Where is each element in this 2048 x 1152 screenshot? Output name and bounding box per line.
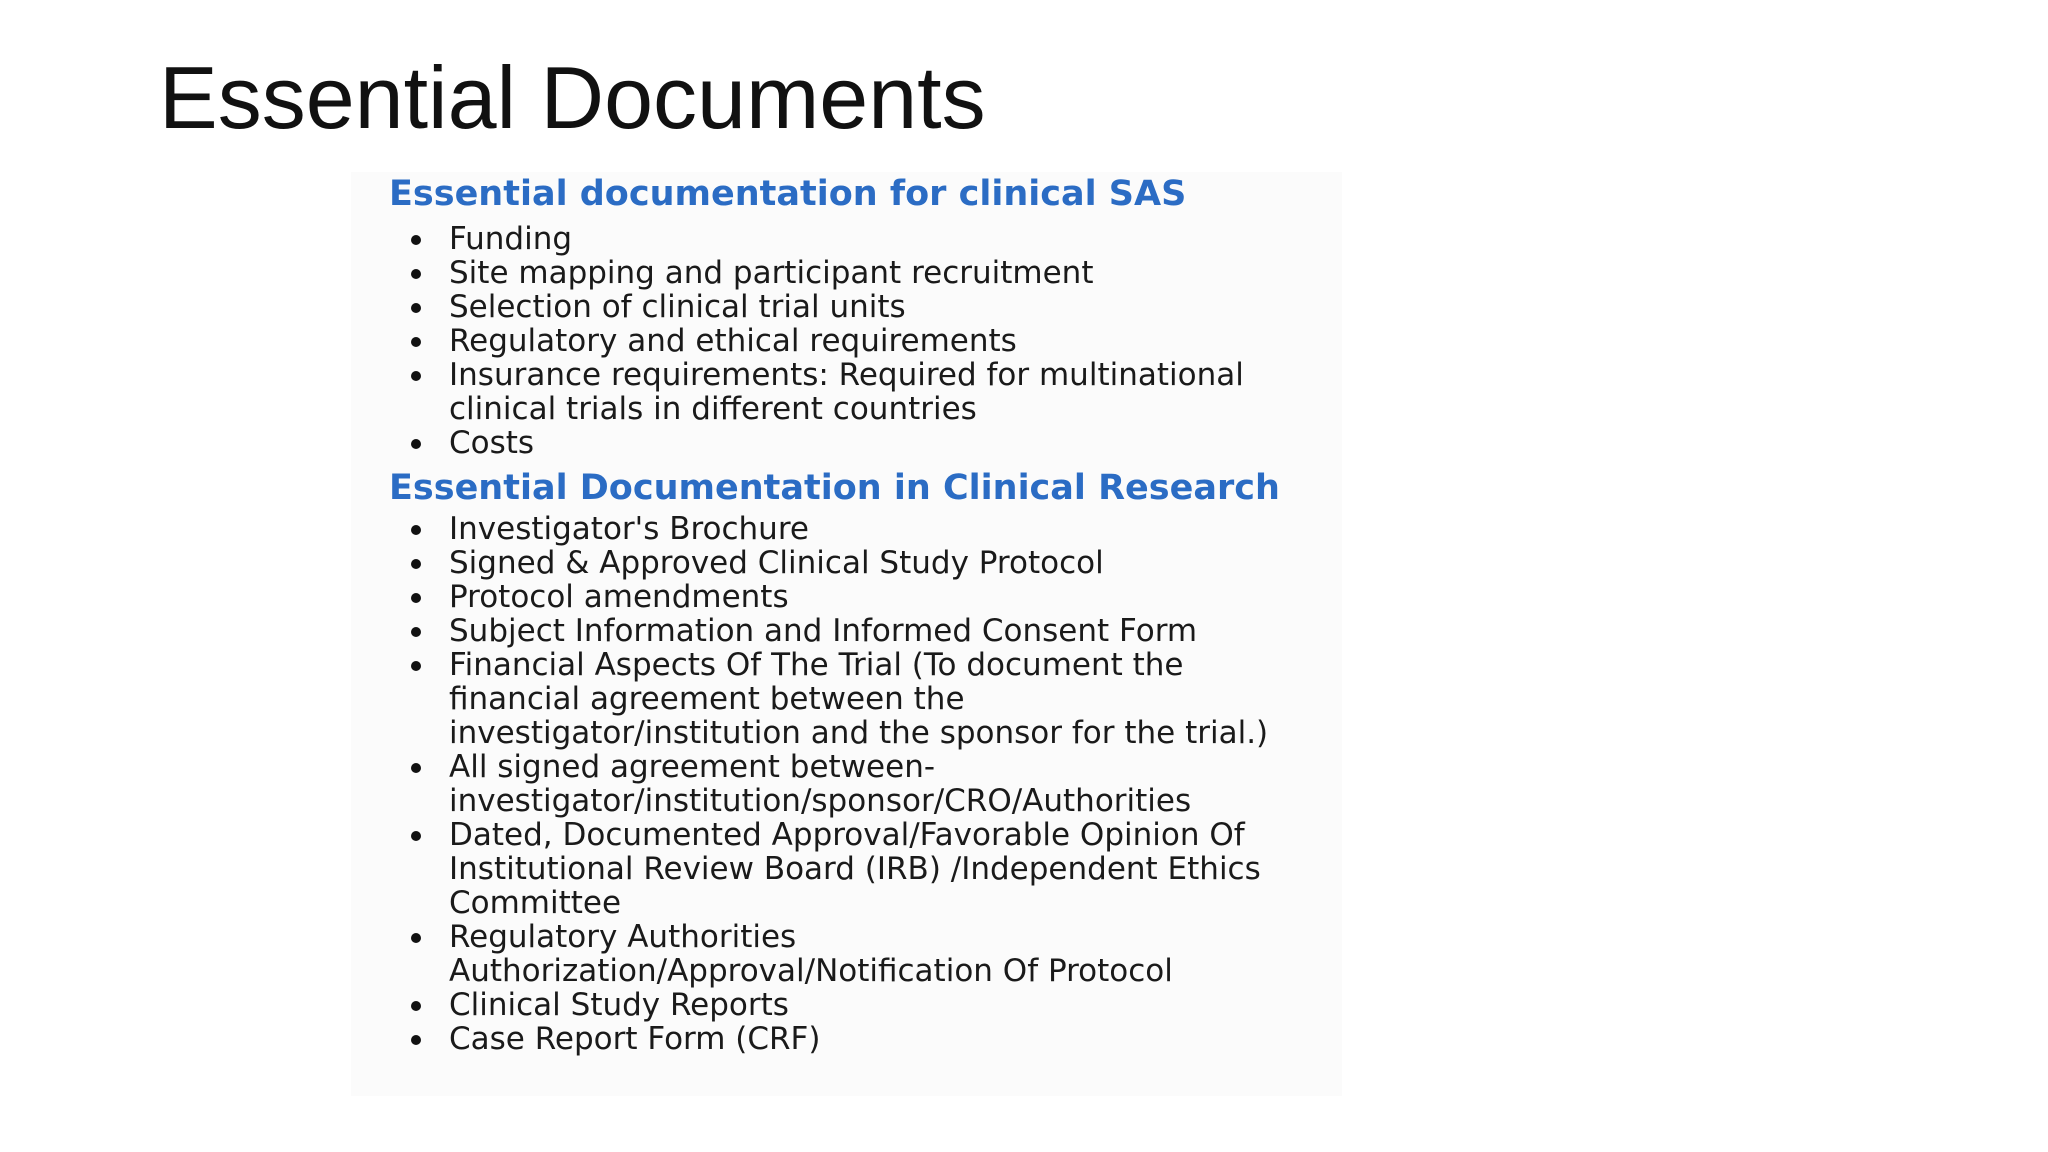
- list-item: All signed agreement between- investigator/institution/sponsor/CRO/Authorities: [409, 750, 1309, 818]
- section-heading-clinical-sas: Essential documentation for clinical SAS: [389, 174, 1187, 214]
- bullet-icon: [411, 337, 421, 347]
- bullet-icon: [411, 831, 421, 841]
- bullet-icon: [411, 1001, 421, 1011]
- list-item: Funding: [409, 222, 1309, 256]
- bullet-icon: [411, 627, 421, 637]
- bullet-icon: [411, 661, 421, 671]
- list-item: Investigator's Brochure: [409, 512, 1309, 546]
- bullet-icon: [411, 439, 421, 449]
- bullet-icon: [411, 559, 421, 569]
- slide-title: Essential Documents: [159, 48, 986, 147]
- list-item: Dated, Documented Approval/Favorable Opinion Of Institutional Review Board (IRB) /Independent Ethics Committee: [409, 818, 1309, 920]
- list-item: Regulatory and ethical requirements: [409, 324, 1309, 358]
- clinical-sas-list: [389, 222, 1342, 460]
- list-item: Regulatory Authorities Authorization/Approval/Notification Of Protocol: [409, 920, 1309, 988]
- list-item: Selection of clinical trial units: [409, 290, 1309, 324]
- list-item: Subject Information and Informed Consent Form: [409, 614, 1309, 648]
- list-item: Insurance requirements: Required for multinational clinical trials in different countries: [409, 358, 1309, 426]
- bullet-icon: [411, 371, 421, 381]
- list-item: Costs: [409, 426, 1309, 460]
- section-heading-clinical-research: Essential Documentation in Clinical Research: [389, 468, 1280, 508]
- list-item: Financial Aspects Of The Trial (To document the financial agreement between the investigator/institution and the sponsor for the trial.): [409, 648, 1309, 750]
- list-item: Clinical Study Reports: [409, 988, 1309, 1022]
- bullet-icon: [411, 593, 421, 603]
- bullet-icon: [411, 525, 421, 535]
- bullet-icon: [411, 303, 421, 313]
- clinical-research-list: [389, 512, 1342, 1056]
- list-item: Site mapping and participant recruitment: [409, 256, 1309, 290]
- list-item: Protocol amendments: [409, 580, 1309, 614]
- documentation-image-panel: [351, 172, 1342, 1096]
- list-item: Case Report Form (CRF): [409, 1022, 1309, 1056]
- bullet-icon: [411, 235, 421, 245]
- bullet-icon: [411, 933, 421, 943]
- bullet-icon: [411, 269, 421, 279]
- bullet-icon: [411, 763, 421, 773]
- bullet-icon: [411, 1035, 421, 1045]
- list-item: Signed & Approved Clinical Study Protocol: [409, 546, 1309, 580]
